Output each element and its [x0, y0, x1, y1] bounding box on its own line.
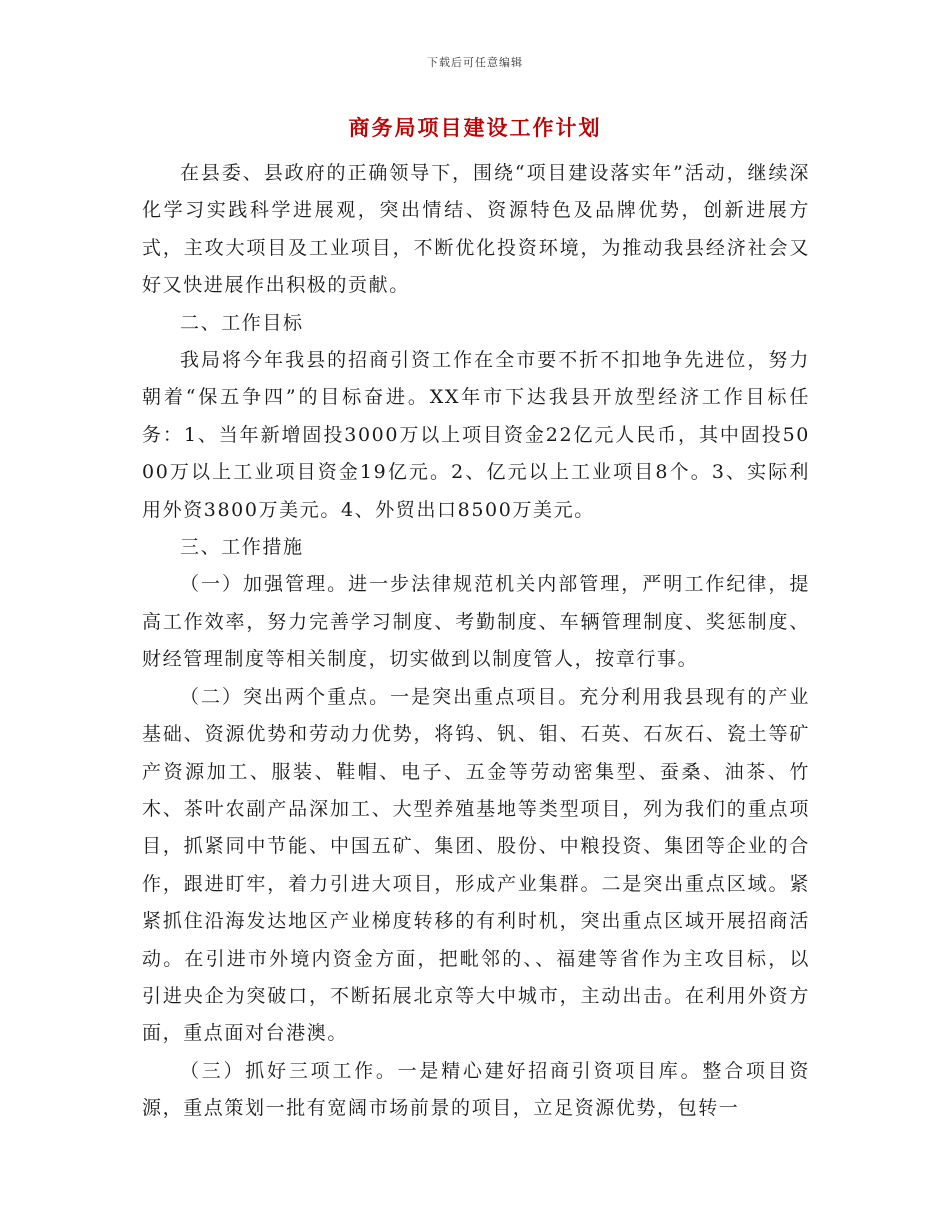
measure-paragraph-3: （三）抓好三项工作。一是精心建好招商引资项目库。整合项目资源，重点策划一批有宽阔市场前景的项目，立足资源优势，包转一	[142, 1059, 810, 1120]
measure-paragraph-2: （二）突出两个重点。一是突出重点项目。充分利用我县现有的产业基础、资源优势和劳动力优势，将钨、钒、钼、石英、石灰石、瓷土等矿产资源加工、服装、鞋帽、电子、五金等劳动密集型、蚕桑、油茶、竹木、茶叶农副产品深加工、大型养殖基地等类型项目，列为我们的重点项目，抓紧同中节能、中国五矿、集团、股份、中粮投资、集团等企业的合作，跟进盯牢，着力引进大项目，形成产业集群。二是突出重点区域。紧紧抓住沿海发达地区产业梯度转移的有利时机，突出重点区域开展招商活动。在引进市外境内资金方面，把毗邻的、、福建等省作为主攻目标，以引进央企为突破口，不断拓展北京等大中城市，主动出击。在利用外资方面，重点面对台港澳。	[142, 685, 810, 1045]
intro-paragraph: 在县委、县政府的正确领导下，围绕“项目建设落实年”活动，继续深化学习实践科学进展观，突出情结、资源特色及品牌优势，创新进展方式，主攻大项目及工业项目，不断优化投资环境，为推动我县经济社会又好又快进展作出积极的贡献。	[142, 162, 810, 297]
document-body	[142, 155, 810, 1128]
measure-paragraph-1: （一）加强管理。进一步法律规范机关内部管理，严明工作纪律，提高工作效率，努力完善学习制度、考勤制度、车辆管理制度、奖惩制度、财经管理制度等相关制度，切实做到以制度管人，按章行事。	[142, 573, 810, 671]
document-title: 商务局项目建设工作计划	[348, 115, 602, 140]
goals-paragraph: 我局将今年我县的招商引资工作在全市要不折不扣地争先进位，努力朝着“保五争四”的目标奋进。XX年市下达我县开放型经济工作目标任务：1、当年新增固投3000万以上项目资金22亿元人民币，其中固投5000万以上工业项目资金19亿元。2、亿元以上工业项目8个。3、实际利用外资3800万美元。4、外贸出口8500万美元。	[142, 349, 810, 521]
section-heading-measures: 三、工作措施	[180, 536, 304, 559]
section-heading-goals: 二、工作目标	[180, 311, 304, 334]
header-note: 下载后可任意编辑	[427, 56, 523, 69]
